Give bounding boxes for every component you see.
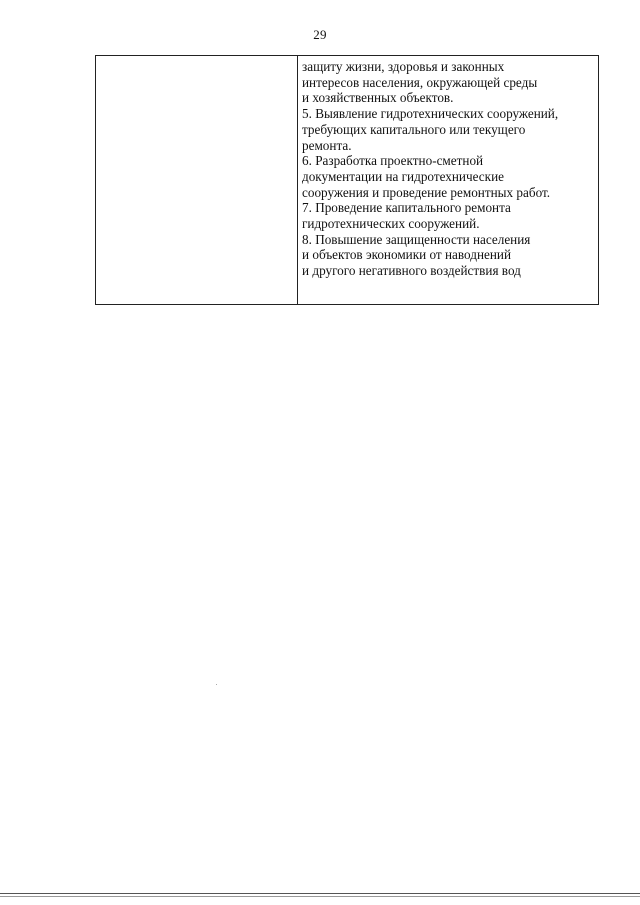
table-text-line: и хозяйственных объектов.: [302, 90, 454, 106]
page-number: 29: [313, 27, 327, 42]
scan-edge-line: [0, 893, 640, 894]
document-table: [95, 55, 599, 305]
table-text-line: 8. Повышение защищенности населения: [302, 231, 531, 247]
table-text-line: документации на гидротехнические: [302, 168, 504, 184]
table-text-line: требующих капитального или текущего: [302, 121, 526, 137]
table-text-line: и другого негативного воздействия вод: [302, 263, 521, 279]
table-cell-left: [96, 56, 298, 304]
table-cell-right: [298, 56, 598, 304]
table-text-line: 6. Разработка проектно-сметной: [302, 153, 484, 169]
table-text-line: защиту жизни, здоровья и законных: [302, 59, 505, 74]
scan-edge-line: [0, 896, 640, 897]
table-text-line: интересов населения, окружающей среды: [302, 74, 538, 90]
table-text-line: 7. Проведение капитального ремонта: [302, 200, 511, 216]
table-text-line: 5. Выявление гидротехнических сооружений,: [302, 106, 559, 122]
table-text-line: и объектов экономики от наводнений: [302, 247, 512, 263]
table-text-line: гидротехнических сооружений.: [302, 216, 480, 232]
table-text-line: ремонта.: [302, 137, 352, 153]
table-text-line: сооружения и проведение ремонтных работ.: [302, 184, 551, 200]
scan-speck: [216, 684, 217, 685]
